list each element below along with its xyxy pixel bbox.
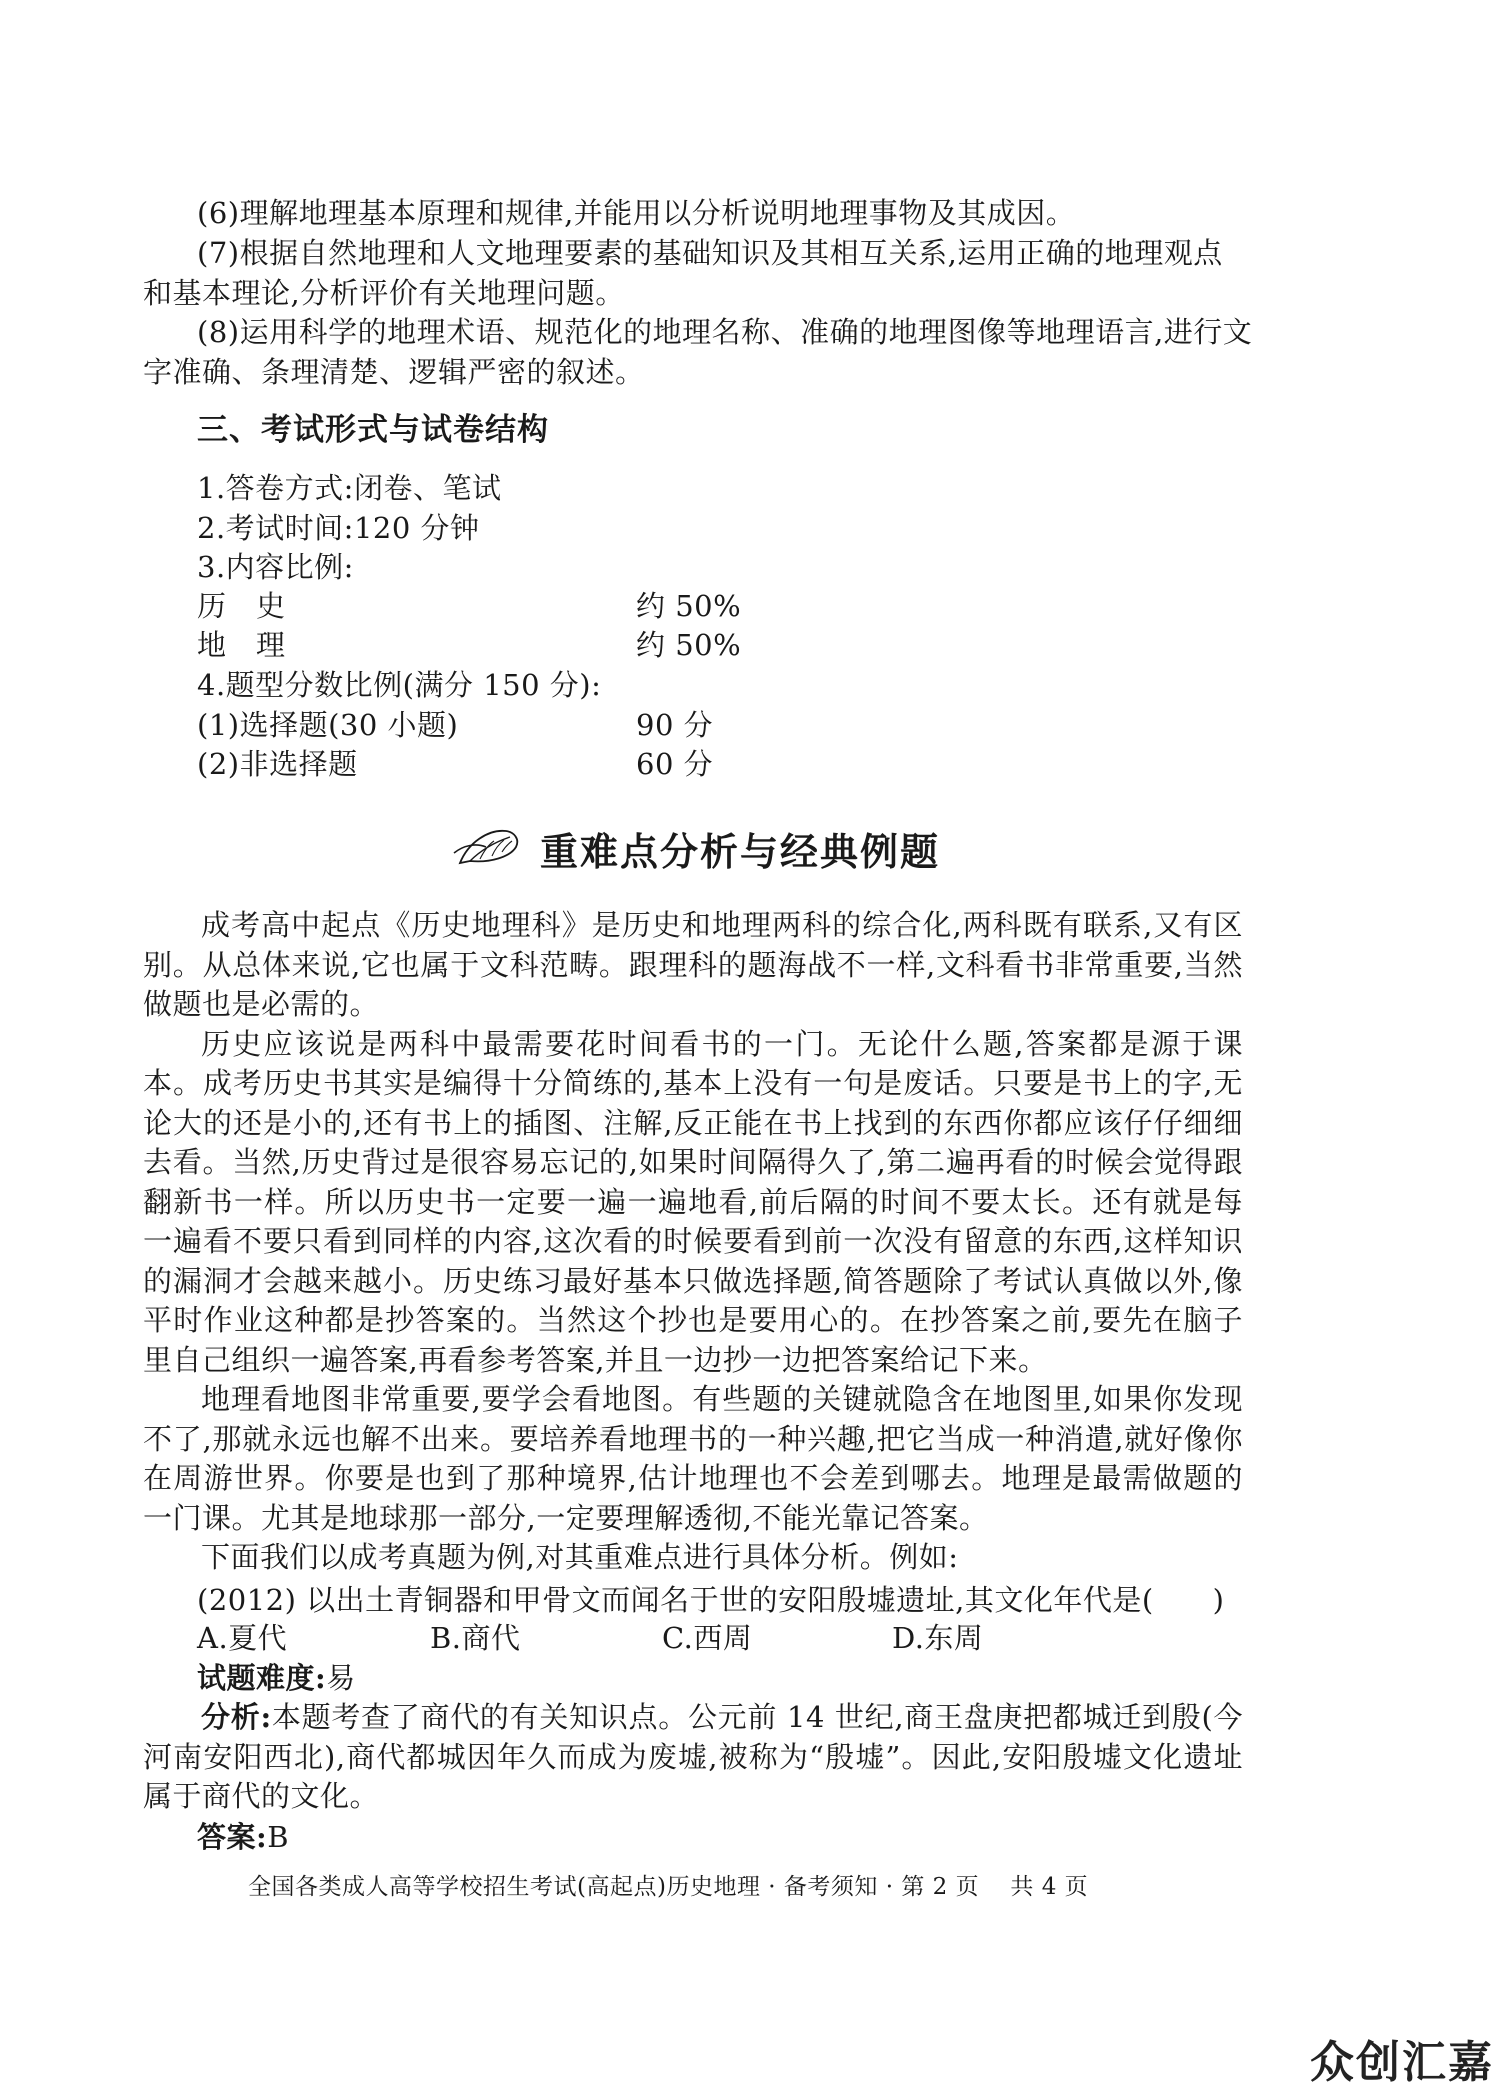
- score-ratio-label: 4.题型分数比例(满分 150 分):: [197, 668, 602, 702]
- analysis-section-title: [450, 818, 940, 878]
- requirement-item-7-line1: (7)根据自然地理和人文地理要素的基础知识及其相互关系,运用正确的地理观点: [197, 236, 1223, 270]
- score-row-type: (1)选择题(30 小题): [197, 708, 459, 742]
- analysis-label: 分析:: [201, 1700, 272, 1734]
- exam-structure-heading: 三、考试形式与试卷结构: [197, 412, 549, 448]
- option-a: A.夏代: [197, 1621, 288, 1655]
- example-analysis: [143, 1698, 1243, 1817]
- answer-line: [197, 1817, 289, 1857]
- exam-duration: 2.考试时间:120 分钟: [197, 511, 480, 545]
- analysis-title: 重难点分析与经典例题: [540, 828, 941, 874]
- content-row-ratio: 约 50%: [636, 589, 742, 623]
- option-b: B.商代: [430, 1621, 521, 1655]
- requirement-item-8-line2: 字准确、条理清楚、逻辑严密的叙述。: [143, 355, 645, 389]
- score-row-type: (2)非选择题: [197, 747, 358, 781]
- answer-label: 答案:: [197, 1820, 268, 1854]
- score-row-score: 60 分: [636, 747, 714, 781]
- difficulty-value: 易: [326, 1661, 356, 1695]
- analysis-paragraphs: [143, 906, 1243, 1578]
- option-c: C.西周: [662, 1621, 753, 1655]
- requirement-item-7-line2: 和基本理论,分析评价有关地理问题。: [143, 276, 625, 310]
- analysis-paragraph-4: 下面我们以成考真题为例,对其重难点进行具体分析。例如:: [201, 1540, 959, 1574]
- analysis-paragraph-3: 地理看地图非常重要,要学会看地图。有些题的关键就隐含在地图里,如果你发现不了,那就永远也解不出来。要培养看地理书的一种兴趣,把它当成一种消遣,就好像你在周游世界。你要是也到了那种境界,估计地理也不会差到哪去。地理是最需做题的一门课。尤其是地球那一部分,一定要理解透彻,不能光靠记答案。: [143, 1382, 1243, 1535]
- page-footer: 全国各类成人高等学校招生考试(高起点)历史地理 · 备考须知 · 第 2 页 共 4 页: [248, 1874, 1089, 1900]
- content-row-subject: 历 史: [197, 589, 286, 623]
- analysis-text: 本题考查了商代的有关知识点。公元前 14 世纪,商王盘庚把都城迁到殷(今河南安阳西北),商代都城因年久而成为废墟,被称为“殷墟”。因此,安阳殷墟文化遗址属于商代的文化。: [143, 1700, 1243, 1813]
- content-row-ratio: 约 50%: [636, 628, 742, 662]
- analysis-paragraph-2: 历史应该说是两科中最需要花时间看书的一门。无论什么题,答案都是源于课本。成考历史书其实是编得十分简练的,基本上没有一句是废话。只要是书上的字,无论大的还是小的,还有书上的插图、注解,反正能在书上找到的东西你都应该仔仔细细去看。当然,历史背过是很容易忘记的,如果时间隔得久了,第二遍再看的时候会觉得跟翻新书一样。所以历史书一定要一遍一遍地看,前后隔的时间不要太长。还有就是每一遍看不要只看到同样的内容,这次看的时候要看到前一次没有留意的东西,这样知识的漏洞才会越来越小。历史练习最好基本只做选择题,简答题除了考试认真做以外,像平时作业这种都是抄答案的。当然这个抄也是要用心的。在抄答案之前,要先在脑子里自己组织一遍答案,再看参考答案,并且一边抄一边把答案给记下来。: [143, 1026, 1243, 1377]
- watermark: 众创汇嘉: [1310, 2037, 1494, 2088]
- content-ratio-label: 3.内容比例:: [197, 550, 354, 584]
- answer-value: B: [267, 1820, 290, 1854]
- requirement-item-8-line1: (8)运用科学的地理术语、规范化的地理名称、准确的地理图像等地理语言,进行文: [197, 315, 1253, 349]
- requirement-item-6: (6)理解地理基本原理和规律,并能用以分析说明地理事物及其成因。: [197, 196, 1076, 230]
- difficulty-label: 试题难度:: [197, 1661, 327, 1695]
- content-row-subject: 地 理: [197, 628, 286, 662]
- leaf-icon: [450, 823, 526, 873]
- option-d: D.东周: [892, 1621, 984, 1655]
- score-row-score: 90 分: [636, 708, 714, 742]
- exam-method: 1.答卷方式:闭卷、笔试: [197, 471, 502, 505]
- analysis-paragraph-1: 成考高中起点《历史地理科》是历史和地理两科的综合化,两科既有联系,又有区别。从总体来说,它也属于文科范畴。跟理科的题海战不一样,文科看书非常重要,当然做题也是必需的。: [143, 908, 1243, 1021]
- example-question: (2012) 以出土青铜器和甲骨文而闻名于世的安阳殷墟遗址,其文化年代是( ): [197, 1583, 1225, 1617]
- difficulty-line: [197, 1658, 356, 1698]
